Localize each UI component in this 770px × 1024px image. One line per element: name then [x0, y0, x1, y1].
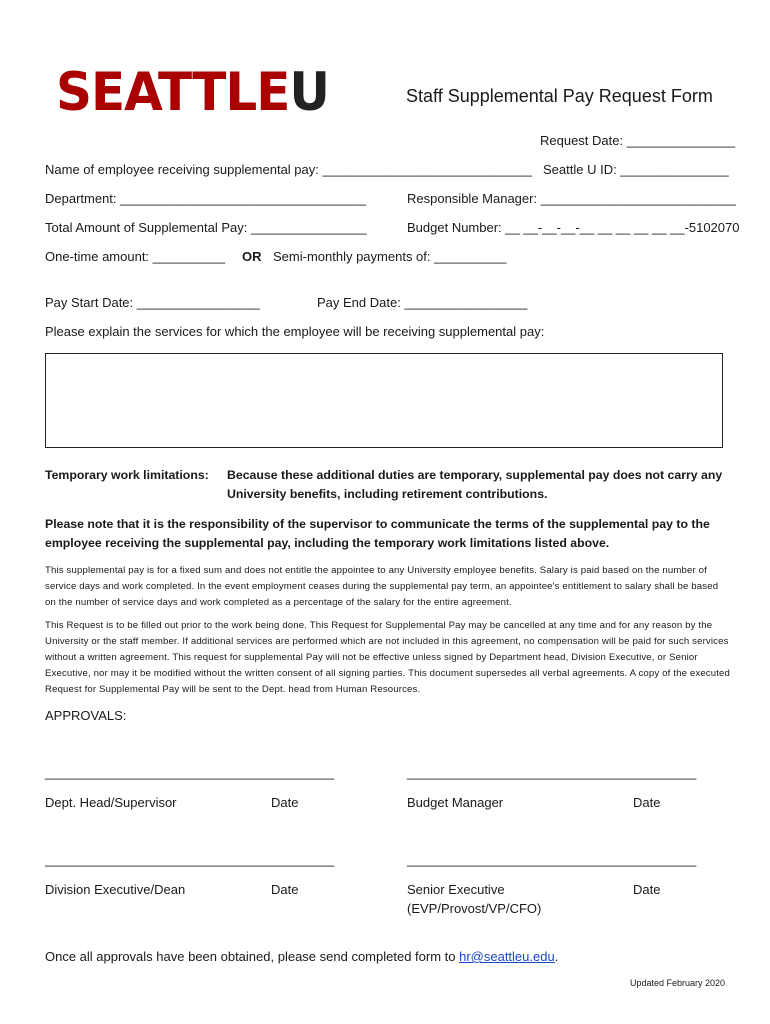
logo-text-seattle: SEATTLE	[56, 61, 290, 123]
or-label: OR	[242, 249, 262, 264]
terms-paragraph-2: This Request is to be filled out prior to the work being done. This Request for Supplemental Pay may be cancelled at any time and for any reason by the University or the staff member. If additional services are performed which are not included in this agreement, no compensation will be paid for such services without a written agreement. This request for supplemental Pay will not be effective unless signed by Department head, Division Executive, or Senior Executive, nor may it be modified without the written consent of all signing parties. This document supersedes all verbal agreements. A copy of the executed Request for Supplemental Pay will be sent to the Dept. head from Human Resources.	[45, 620, 731, 695]
send-instructions-period: .	[554, 949, 559, 964]
pay-start-date-field[interactable]: Pay Start Date: _________________	[45, 295, 260, 310]
total-amount-field[interactable]: Total Amount of Supplemental Pay: ________________	[45, 220, 367, 235]
senior-exec-date-label: Date	[633, 882, 661, 897]
one-time-amount-field[interactable]: One-time amount: __________	[45, 249, 225, 264]
dept-head-label: Dept. Head/Supervisor	[45, 795, 177, 810]
approvals-heading: APPROVALS:	[45, 708, 127, 723]
send-instructions-text: Once all approvals have been obtained, please send completed form to	[45, 949, 460, 964]
signature-line-senior-exec[interactable]: ________________________________________	[407, 852, 697, 867]
limitations-label: Temporary work limitations:	[45, 468, 209, 482]
services-prompt: Please explain the services for which the employee will be receiving supplemental pay:	[45, 324, 545, 339]
supervisor-note: Please note that it is the responsibility of the supervisor to communicate the terms of the supplemental pay to the employee receiving the supplemental pay, including the temporary work limitations listed above.	[45, 517, 710, 550]
signature-line-division-exec[interactable]: ________________________________________	[45, 852, 335, 867]
department-field[interactable]: Department: __________________________________	[45, 191, 366, 206]
seattle-u-logo	[56, 61, 329, 124]
responsible-manager-field[interactable]: Responsible Manager: ___________________________	[407, 191, 736, 206]
signature-line-dept-head[interactable]: ________________________________________	[45, 765, 335, 780]
semi-monthly-field[interactable]: Semi-monthly payments of: __________	[273, 249, 507, 264]
hr-email-link[interactable]: hr@seattleu.edu	[459, 949, 555, 964]
terms-paragraph-1: This supplemental pay is for a fixed sum and does not entitle the appointee to any University employee benefits. Salary is paid based on the number of service days and work completed. In the event employment ceases during the supplemental pay term, an appointee's entitlement to salary shall be based on the number of service days and work completed as a percentage of the salary for the entire agreement.	[45, 565, 719, 608]
budget-number-field[interactable]: Budget Number: __ __-__-__-__ __ __ __ __ __-5102070	[407, 220, 740, 235]
budget-manager-label: Budget Manager	[407, 795, 504, 810]
senior-exec-label: Senior Executive	[407, 882, 505, 897]
signature-line-budget-manager[interactable]: ________________________________________	[407, 765, 697, 780]
division-exec-date-label: Date	[271, 882, 299, 897]
updated-date: Updated February 2020	[629, 978, 725, 988]
division-exec-label: Division Executive/Dean	[45, 882, 186, 897]
services-textbox[interactable]	[45, 353, 723, 448]
budget-manager-date-label: Date	[633, 795, 661, 810]
request-date-field[interactable]: Request Date: _______________	[540, 133, 736, 148]
logo-text-u: U	[289, 61, 329, 123]
pay-end-date-field[interactable]: Pay End Date: _________________	[317, 295, 528, 310]
employee-name-field[interactable]: Name of employee receiving supplemental pay: _____________________________	[45, 162, 533, 177]
seattle-u-id-field[interactable]: Seattle U ID: _______________	[543, 162, 729, 177]
senior-exec-sublabel: (EVP/Provost/VP/CFO)	[407, 901, 542, 916]
dept-head-date-label: Date	[271, 795, 299, 810]
send-instructions	[45, 949, 558, 964]
form-title: Staff Supplemental Pay Request Form	[406, 86, 713, 106]
limitations-text: Because these additional duties are temporary, supplemental pay does not carry any University benefits, including retirement contributions.	[227, 468, 723, 501]
